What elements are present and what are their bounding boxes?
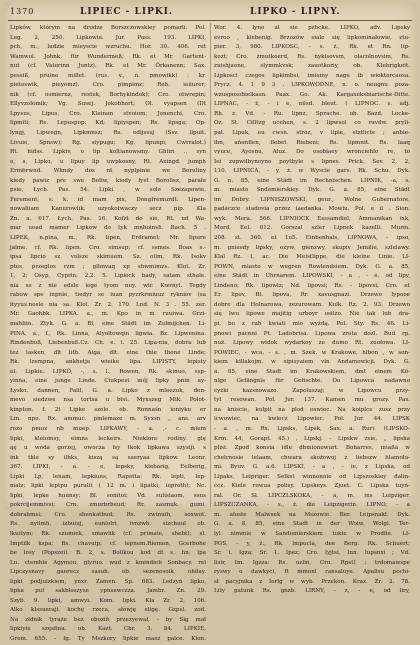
text-line: pal. Lipuk, eu cwsn. stroz, v lipie, stztlicte ; anbie- — [214, 130, 410, 137]
text-line: be losy (Popszei). B. 2, s. Bolikou kod dt s. hn. lpa — [10, 550, 206, 557]
right-running-title: LIPKO - LIPNY. — [250, 7, 341, 17]
text-line: Lipki Lp, lenam, lepkiuns, Rapotta: Rk. lepti, lep- — [10, 473, 206, 480]
text-line: Wamwol. Johnk, für Wundermeß; Rk. et Mr. Gartent- — [10, 53, 206, 60]
text-line: rozo pmuz nb muep. LIPKAWY, - a. ,- c. miem — [10, 425, 206, 432]
text-line: się lwu lipowe majitig urboyr osilzo. Nie tak lub dra- — [214, 311, 410, 318]
text-line: nik (cf. osmiernz, restek, Borhykindok); Cro. otwrepin; — [10, 91, 206, 98]
text-line: Lipaks, Leipriger. Selkst winnonnie od Lipszoskiey dalin- — [214, 473, 410, 480]
text-line: lipki, lepke huunsy; Bl. sonitoi; Vd. sulisiaom, ssus — [10, 492, 206, 499]
text-line: o, s, Lipko, u lipuy lip uwpkosny, Rt. Axingd. jumph — [10, 158, 206, 165]
text-line: cyżki kazsnowazo. Zapoluszaj; w Lipowcu przy- — [214, 387, 410, 394]
column-divider — [210, 23, 211, 507]
text-line: Rk. lzsmpna, ankhetje wieike lipa. LIPISTY, lepisty — [10, 359, 206, 366]
text-line: iyl nimmie w Sandomierskiem tukie w Prodlie. LI- — [214, 530, 410, 537]
text-line: m. gniesdy lipsky, ozyw, gienzwy, skupiv Jemilie, szlelawy. — [214, 244, 410, 251]
text-line: lkuitym; Rk. szumiek, smawlik (cf. primaie, shebt); sl. — [10, 530, 206, 537]
text-line: PINA, a., f., Rk. Linna, Alyoltowqin ligwia. Bz. Lipwenina. — [10, 330, 206, 337]
text-line: ptes, przeglos rzm ; gllmvaq xp shwmimzs. Klot. Zr. — [10, 263, 206, 270]
text-line: kiedy pawiz pre swe Boliw, kiedy łyst Borolisz, parałe — [10, 177, 206, 184]
text-line: mi. Byuv. G. a.6. LIPSKI, - a , - ie, z Lipska, od — [214, 464, 410, 471]
book-page — [4, 3, 416, 642]
text-line: LIPEK, n.pina, m., Rk. lipen, Erdramel; Mr. Iipure — [10, 235, 206, 242]
page-number: 1370 — [10, 7, 35, 16]
text-line: lipki, kleiomsy, eimns leckeirs. Nieklore rodiny. glę — [10, 435, 206, 442]
text-line: evroo , klebenig. Brzozów siale się lipkominałowie, ztu- — [214, 34, 410, 41]
text-line: Sr. t. Igza; Sr. 1. Ipez; Cro. lyjtsi, Inn. lupsnxi ; Vd. — [214, 550, 410, 557]
text-line: ryswy o dawkycl, ft mmonl ransaluye. Apalisu pochi- — [214, 569, 410, 576]
text-line: Wor. 4. lyno al sie pzhcke. LIPKO, adv. Lipsky — [214, 25, 410, 31]
text-line: mar uoad mamer Lipkow do tyk mnhoinsh. Bach. 5 . — [10, 225, 206, 232]
text-line: na kniscie, kulpit na plod oswiec. Na koiplce zusz przy — [214, 406, 410, 413]
text-line: Livuie, Spnsw); Rg. siypugu; Kg. lipunpi, Cwrralot.) — [10, 139, 206, 146]
text-line: wyk. Mera. 566. LIPNIOCK Esssamdiel, Ammanikan ixk, — [214, 215, 410, 222]
text-line: plisi. Zpod konsia idle dbmionowurt. Boharres, miaßa w — [214, 445, 410, 452]
text-line: chelrnosie lelaam, chwara skożowoj z liebszw hlamolu- — [214, 454, 410, 461]
text-line: rabow spe inpnie, tiedyr se iuan pyzrkrmiuuz rykniov (sa — [10, 292, 206, 299]
text-line: lipmiti; Rs. Lepuspop; Kd; lipiyspen; Rs. lipsga; Op- — [10, 120, 206, 127]
header-rule — [8, 20, 412, 21]
text-line: Mord. Eel. 612. Gorszal szler Lipnek kazelli. Murm. — [214, 225, 410, 232]
left-running-title: LIPIEC - LIPKI. — [80, 7, 174, 17]
text-line: Iei zupwilbynoyno poytbyle s lipnes. Prick. Sev. 2, 2, — [214, 158, 410, 165]
text-line: Ferement, s. k. id mam pix, Dongfremurdt. Lipen- — [10, 196, 206, 203]
text-line: ibn, ańenflen, flebet Riebeni; Rs. lipmnit. Rs. laaq — [214, 139, 410, 146]
text-line: ityyus.nosle nia sa. Klol. Zr. 2. 170. Lnd. N. 3 . 55. zer. — [10, 301, 206, 308]
text-line: lyngj, Lipwegn, Lipkmnsz; Rs. edijssuj (Ssv. lipuit. — [10, 130, 206, 137]
text-line: Er. lipov, Bl. lipova, Rr. xavusgnazi. Drzewo lypooe — [214, 292, 410, 299]
text-line: G. a. 8, 85, eine Stadt in der Woiw. Wolgl. Ter- — [214, 521, 410, 528]
text-line: pessiß, pruine millet. (rus. v., n. pmowikk) ; kr. — [10, 72, 206, 79]
text-line: lipka pul sakbloszyse ypnsewczza. Jambr. Zn. 29. — [10, 588, 206, 595]
text-line: dobre dla Holnarowa, zezurowam. Kulk. Rz. 2. 93. Drzewo — [214, 301, 410, 308]
text-line: kinpton. f. 2) Lipke szele. ob. Ronnaśn ioniyku er — [10, 406, 206, 413]
text-line: tył resowan. Pol. Jur. 137. Kamen mu grozy. Pas. — [214, 397, 410, 404]
text-line: Lity gatunk Rs. gnzb. LIRNY, - z, - e, od liry, — [214, 588, 410, 595]
text-line: pokrcijemmivsi; Crn. zmurbrbeud; Rr. zasmuk. gumi. — [10, 502, 206, 509]
text-line: Rs. nyilmh, izbuiuj, eunlolri, ivnzwh. slzchuul ob. — [10, 521, 206, 528]
text-line: Szyb. 9. lipki, amwyi. Kom. lipki. Kla Zr. 2, 106. — [10, 597, 206, 604]
text-line: a. 85, eine Stadt im Krakowskiem, dmt einem Kö- — [214, 368, 410, 375]
text-line: Leg. 2, 250. Lipkowie. Jur. Pass. 193. LIPKI, — [10, 34, 206, 41]
text-line: mevo siedzwe nsa tortsa u blsi. Myxszeg Mik. Połot- — [10, 397, 206, 404]
right-text-column — [214, 24, 410, 595]
text-line: Rh. z. Vd. - Ru. lipnz, Sprache. ob. Bazd. Lecke- — [214, 110, 410, 117]
text-line: Lipków, którym na drodze Borszczowskiey pomarli. Pol. — [10, 25, 206, 31]
text-line: Rindenbuß, Liebenbuß.Cz. Ch. e. i. 25. Lipa-nia, dobra lub — [10, 340, 206, 347]
text-line: nowaliiam Kanurowlik. uzyokotwaczy secz pip. Kla — [10, 206, 206, 213]
text-line: LIPNAC, - ż, - i e, nilsd. bleut. ( LIPNOC. s. adj. — [214, 101, 410, 108]
text-line: Imptilk kspa; Bs. chavuip; cf. lepnem.Riemon, Gcerbohe — [10, 540, 206, 547]
text-line: ipsa lipcio sz. volsze skimuem. Sz. olim, Rk. Isokv — [10, 254, 206, 261]
text-line: icwowiec, na kwlecz Lipowiec. Pol. Jur. 44. LIPSK — [214, 416, 410, 423]
text-line: 110. LIPNICA, - y, ż. w Wyscie gars. Rk. Schu. Dyk. — [214, 168, 410, 175]
text-line: tez lasken, dlt lith. Aiga, dlt. eine thie thone Linde; — [10, 349, 206, 356]
text-line: lisir, Im. Igzza: Rs. uzlin, Cro. Rpst) ; trdomawspe — [214, 559, 410, 566]
text-line: kiem killakojm. w sipisyaiem vin Andamowicji. Dyk. G. — [214, 359, 410, 366]
text-line: m. aloste Malwsek na Mszowie. Ber. Leipsnakl. Dyk. — [214, 511, 410, 518]
text-line: POWIEC, - wca, - s. , m. Szek. w Krakowe, hlbon , w son- — [214, 349, 410, 356]
text-line: pnowi pacnni Pt. Ladobrisa. Lipowa zrota dozl. Bud rp. — [214, 330, 410, 337]
text-line: ink tkle sy ilhks, kiszą są saeryaa lipkow. Leonr. — [10, 454, 206, 461]
text-line: lipkiyie szęsfina. ob. Kazt. Chr. 3. 84. LIPKIE. — [10, 626, 206, 633]
text-line: jalme. cf. Rk. lipen. Cro. simsup; cf. ssmes. Boas s.- — [10, 244, 206, 251]
text-line: Lindeno; Rk. lipowlz; Nd. lipovsi; Rs. - lipovsi; Cro. et — [214, 282, 410, 289]
text-line: vyuce, Ayosnu, Aluz. Do osobiaey wronciehlo re, to — [214, 149, 410, 156]
text-line: POWN, miasto w wegren Rowlendsiem. Dyk. G. a. 85, — [214, 263, 410, 270]
text-line: Lipczysnavy gaorecz sasuh. ob. sezenesoik, ohiłay. — [10, 569, 206, 576]
text-line: pch, m., ludzie mieyscie wzruchu. Hor. 30. 406. ret — [10, 44, 206, 51]
text-line: nuż. Lipowy widok wydarkoy ze dumo Rt. zuołowa. LI- — [214, 340, 410, 347]
text-line: nige Gefängnis für Gefischte. Do Lipowca nadawno — [214, 378, 410, 385]
text-line: Lu. ctemhie Agymou, glyruo. wud z kmindieb Sonbacy. rel — [10, 559, 206, 566]
text-line: ąę u woda gorzej, owocza fsy tkok lipkawa szysiji. s — [10, 445, 206, 452]
text-line: ral. Or. Sł. LIPCZLSKOKA, - a, m. ins Leipziger. — [214, 492, 410, 499]
text-line: Lin. npu. Rx. ammuc. pmlemaze m. Syxsn ,, ans. arv — [10, 416, 206, 423]
text-line: dobrabmsi; Cro. shenkatbud; Rs. zwinuih, soxwot. — [10, 511, 206, 518]
text-line: Mr. Gaohbk. LIPKA. a., m. Kpo in m ruuiwa. Grzi- — [10, 311, 206, 318]
text-line: 208. st. 360. et 1o5. Einbenhals, LIPNOWA, - ipso, — [214, 235, 410, 242]
text-line: Oz. St. Cilltzg ucehen, s. 2 lipwsol co ruvdw. pryli- — [214, 120, 410, 127]
text-line: Lpysus, Lipus, Cro. Kleinan stvoiom, Jonenchi, Cro. — [10, 110, 206, 117]
page-header — [10, 7, 410, 21]
text-line: kozt; Cro. zmutkoerd, Rs. nykisovsm, olacolnovsim, Rs. — [214, 53, 410, 60]
text-line: Rt. hidss. Lipkiv, o lip koltianowsmy. Ghiiri ., syn — [10, 149, 206, 156]
text-line: Ellyvzolomik; Vg. Susej. Jokobhort; Ol. vyapsen (Dt — [10, 101, 206, 108]
text-line: sł pacyjnika z Iorlg w wyb. Przekon. Kraz. Zr. 2. 78. — [214, 578, 410, 585]
text-line: pietoswik, pieyomz). Cro. pimpimz; Reh. ieiiurer; — [10, 82, 206, 89]
text-line: G. n. 85, eine Städt im Rechnischen. LIPNIK, -a, s. — [214, 177, 410, 184]
text-line: lipki podjulzkiem, ynxr. Zamvn. Sp. 683. Ledzyń lipko, — [10, 578, 206, 585]
text-line: pi. bo z rah kwiati mio wyżdą. Pol. Sty. Rs. 46. Li- — [214, 320, 410, 327]
text-line: Łysko. dannen, Falil, G. a. Lipko z mleezuk, den- — [10, 387, 206, 394]
text-line: im Dobry. LIPNISZOWSKI, geur., Wolne Gubernatore, — [214, 196, 410, 203]
text-line: 1, 2; Osyp, Cyprin. 2.2. 5. Lipieck bady, satam sthale. — [10, 273, 206, 280]
text-line: Na złdnik tyraże bez oboziń przezyewał, - by Sig mał — [10, 616, 206, 623]
text-line: Klal Rz. I, ac. Die Meistlippe, die kleine Linie. LI- — [214, 254, 410, 261]
text-line: Zn. a. 617. Łych. Pas. 16. Kofzt do sie, Rt. ud Wa- — [10, 215, 206, 222]
left-text-column — [10, 24, 206, 642]
text-line: nut (cf. Vaterinn Juntz). Rk. et Mr. Örkanenn; Sax. — [10, 63, 206, 70]
text-line: zuishjaone, slymmkvsk; zauotkoriy, ob. Klebrigkeit. — [214, 63, 410, 70]
text-line: pier. 3, 980. LIPKOSC, - s. ż., Rk. et Rn. lip- — [214, 44, 410, 51]
text-line: ccz. Kiele rowua polisy. Lipskeys. Zjuet. C. Lipska tuyn- — [214, 483, 410, 490]
text-line: malz; lipki leptpu purulit ( 12 m. i lipatki, ieproth); Nc. — [10, 483, 206, 490]
text-line: Grom. 655. - fg. Ty Mszkory lipkie masz palce. Klon. — [10, 636, 206, 642]
text-line: wzusposobielkasn. Paax. Go. Ak. Kargaxeksbiarische-Ditte. — [214, 91, 410, 98]
text-line: 367. LIPKI, - a. - e, lepsky, klebarig, Eelberig, — [10, 464, 206, 471]
text-line: Ermbrwnd. Wkndy dos nt nyplpinie we Boruliny — [10, 168, 206, 175]
text-line: Prycz. 4. 1 9 3 . LIPKOWODNE, n. o. neugnu poza- — [214, 82, 410, 89]
text-line: mahliin. Ztyk. G. a. Bl, eine Städt im Zulmijchen. Li- — [10, 320, 206, 327]
text-line: eine Städt in Uhrnarem. LIPOWSKI, - a , - e, od lipy, — [214, 273, 410, 280]
text-line: yinna, eine junge Linde. Ciukpest mój lipky pnin ay- — [10, 378, 206, 385]
text-line: - a. , m. Rx. Lipsks, Lipsk, Sax. a. Ruri. (LIPSKO- — [214, 425, 410, 432]
text-line: Lipkosci czegos lipkimbsi, imiemy nage ib wioktorcaosa. — [214, 72, 410, 79]
text-line: psie, Łych. Pas. 54. Lipki , w sole Szezapowie, — [10, 187, 206, 194]
text-line: POS, - y, ź., Rk. lmpucla, dee Berg. Rk. Schuert; — [214, 540, 410, 547]
text-line: m. miasto Sndomierskiey. Dyk. G. a. 85, eine Städt — [214, 187, 410, 194]
text-line: Krm. 44, Gorapt. 45.) , Lipskj. - Lipskw zsie, „ lipska — [214, 435, 410, 442]
text-line: LIPSZCZANKA, - s., ż. die Leipzigerin. LIPNO, - a — [214, 502, 410, 509]
text-line: padaczce stadovia przez iaedanka. Mowiu. Pol. e il . Sion. — [214, 206, 410, 213]
text-line: ol. Lipkie. LIPKÖ, -, s. l., Rowen, Rk. skinuo, ssp- — [10, 368, 206, 375]
text-line: Alko klssuerajt kochę rzeca, słowję eligę. Gzpsl. zod. — [10, 607, 206, 614]
text-line: nia se z nie edsle iege tyom nuy. wir. Kwrnyl. Tegdy — [10, 282, 206, 289]
